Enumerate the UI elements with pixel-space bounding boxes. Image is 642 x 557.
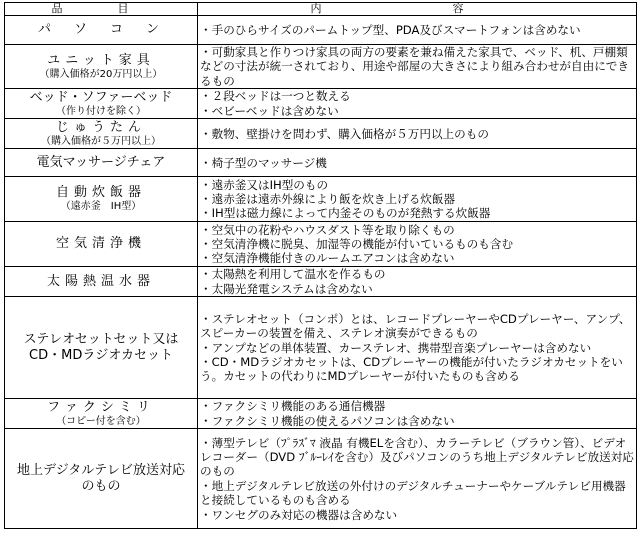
content-line: ・ベビーベッドは含めない	[200, 103, 339, 118]
content-cell	[198, 89, 637, 119]
table-row	[5, 429, 637, 529]
item-cell	[5, 177, 198, 222]
content-cell	[198, 16, 637, 45]
item-note: （遠赤釜 IH型）	[60, 201, 142, 213]
table-header-row	[5, 3, 637, 16]
durable-goods-table-container	[4, 2, 636, 529]
item-note: （コピー付を含む）	[56, 415, 146, 427]
item-note: （購入価格が20万円以上）	[39, 68, 163, 80]
table-row	[5, 119, 637, 149]
item-label: 太陽熱温水器	[46, 273, 155, 289]
content-cell	[198, 119, 637, 149]
content-line: ・CD・MDラジオカセットは、CDプレーヤーの機能が付いたラジオカセットをいう。カセットの代わりにMDプレーヤーが付いたものも含める	[200, 354, 623, 384]
content-line: ・太陽熱を利用して温水を作るもの	[200, 267, 386, 282]
item-cell	[5, 149, 198, 177]
content-line: ・遠赤釜又はIH型のもの	[200, 177, 329, 192]
item-cell	[5, 399, 198, 429]
content-line: ・太陽光発電システムは含めない	[200, 281, 373, 296]
item-label-line2: CD・MDラジオカセット	[29, 347, 173, 363]
table-row	[5, 177, 637, 222]
table-row	[5, 149, 637, 177]
item-cell	[5, 267, 198, 297]
content-line: ・空気清浄機に脱臭、加湿等の機能が付いているものも含む	[200, 237, 514, 252]
content-line: ・地上デジタルテレビ放送の外付けのデジタルチューナーやケーブルテレビ用機器と接続しているものも含める	[200, 478, 626, 508]
table-row	[5, 16, 637, 45]
item-label: 自動炊飯器	[55, 185, 146, 201]
content-cell	[198, 45, 637, 89]
item-cell	[5, 45, 198, 89]
table-row	[5, 399, 637, 429]
table-row	[5, 89, 637, 119]
item-note: （購入価格が５万円以上）	[41, 135, 161, 147]
content-line: ・可動家具と作りつけ家具の両方の要素を兼ね備えた家具で、ベッド、机、戸棚類などの寸法が統一されており、用途や部屋の大きさにより組み合わせが自由にできるもの	[200, 45, 629, 88]
item-label: 電気マッサージチェア	[36, 154, 166, 170]
content-line: ・空気清浄機能付きのルームエアコンは含めない	[200, 251, 455, 266]
item-cell	[5, 297, 198, 399]
content-cell	[198, 429, 637, 529]
item-label-line2: のもの	[81, 478, 121, 494]
content-cell	[198, 399, 637, 429]
durable-goods-table	[4, 2, 637, 529]
content-line: ・遠赤釜は遠赤外線により飯を炊き上げる炊飯器	[200, 192, 456, 207]
item-cell	[5, 16, 198, 45]
table-row	[5, 222, 637, 267]
content-line: ・敷物、壁掛けを問わず、購入価格が５万円以上のもの	[200, 126, 489, 141]
item-label: ファクシミリ	[47, 399, 155, 415]
item-note: （作り付けを除く）	[56, 105, 146, 117]
item-label: 地上デジタルテレビ放送対応	[17, 462, 185, 478]
header-content: 内 容	[198, 3, 637, 16]
content-line: ・ワンセグのみ対応の機器は含めない	[200, 507, 398, 522]
item-label: パ ソ コ ン	[37, 22, 164, 37]
item-cell	[5, 89, 198, 119]
content-cell	[198, 149, 637, 177]
item-label: 空気清浄機	[55, 236, 146, 252]
item-label: ユニット家具	[47, 52, 155, 68]
item-label: ステレオセットセット又は	[23, 331, 179, 347]
table-row	[5, 267, 637, 297]
table-row	[5, 297, 637, 399]
content-line: ・アンプなどの単体装置、カーステレオ、携帯型音楽プレーヤーは含めない	[200, 340, 592, 355]
content-line: ・ステレオセット（コンポ）とは、レコードプレーヤーやCDプレーヤー、アンプ、スピーカーの装置を備え、ステレオ演奏ができるもの	[200, 311, 631, 341]
item-cell	[5, 119, 198, 149]
content-line: ・薄型テレビ（ﾌﾟﾗｽﾞﾏ 液晶 有機ELを含む）、カラーテレビ（ブラウン管）、ビデオレコーダー（DVD ﾌﾞﾙｰﾚｲを含む）及びパソコンのうち地上デジタルテレビ放送対応のもの	[200, 435, 634, 479]
content-cell	[198, 267, 637, 297]
content-line: ・ファクシミリ機能のある通信機器	[200, 399, 386, 414]
content-line: ・手のひらサイズのパームトップ型、PDA及びスマートフォンは含めない	[200, 22, 581, 37]
item-label: じゅうたん	[55, 119, 146, 135]
content-line: ・IH型は磁力線によって内釜そのものが発熱する炊飯器	[200, 206, 491, 221]
item-cell	[5, 222, 198, 267]
content-line: ・空気中の花粉やハウスダスト等を取り除くもの	[200, 222, 455, 237]
content-line: ・ファクシミリ機能の使えるパソコンは含めない	[200, 413, 455, 428]
content-line: ・２段ベッドは一つと数える	[200, 89, 351, 104]
content-line: ・椅子型のマッサージ機	[200, 155, 327, 170]
item-label: ベッド・ソファーベッド	[29, 89, 173, 105]
header-item: 品 目	[5, 3, 198, 16]
item-cell	[5, 429, 198, 529]
content-cell	[198, 177, 637, 222]
table-row	[5, 45, 637, 89]
content-cell	[198, 297, 637, 399]
content-cell	[198, 222, 637, 267]
